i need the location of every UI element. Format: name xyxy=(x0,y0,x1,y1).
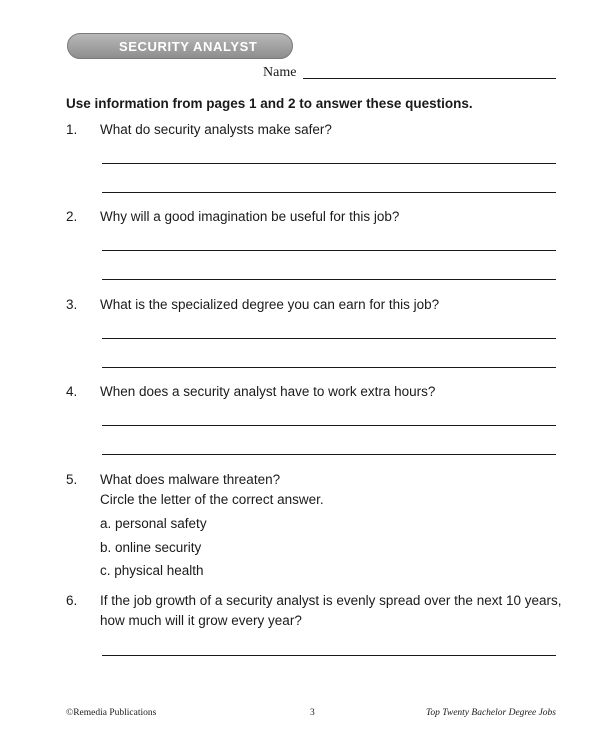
option-a[interactable]: a. personal safety xyxy=(100,516,207,531)
answer-2-line-1[interactable] xyxy=(102,250,556,251)
question-2-text: Why will a good imagination be useful for this job? xyxy=(100,209,400,224)
option-b[interactable]: b. online security xyxy=(100,540,202,555)
answer-6-line-1[interactable] xyxy=(102,655,556,656)
question-4-text: When does a security analyst have to work extra hours? xyxy=(100,384,436,399)
instructions: Use information from pages 1 and 2 to answer these questions. xyxy=(66,96,473,111)
question-6-text-line-2: how much will it grow every year? xyxy=(100,613,302,628)
answer-2-line-2[interactable] xyxy=(102,279,556,280)
footer-publisher: ©Remedia Publications xyxy=(66,708,157,718)
question-4-number: 4. xyxy=(66,384,78,399)
option-c[interactable]: c. physical health xyxy=(100,563,204,578)
answer-1-line-1[interactable] xyxy=(102,163,556,164)
answer-3-line-1[interactable] xyxy=(102,338,556,339)
title-banner xyxy=(67,33,293,59)
question-1-number: 1. xyxy=(66,122,78,137)
name-label: Name xyxy=(263,65,297,80)
footer-book-title: Top Twenty Bachelor Degree Jobs xyxy=(426,708,556,718)
question-1-text: What do security analysts make safer? xyxy=(100,122,332,137)
answer-1-line-2[interactable] xyxy=(102,192,556,193)
question-5-text: What does malware threaten? xyxy=(100,472,281,487)
answer-4-line-1[interactable] xyxy=(102,425,556,426)
page-title: SECURITY ANALYST xyxy=(119,39,258,54)
name-field-line[interactable] xyxy=(303,78,556,79)
question-6-text: If the job growth of a security analyst is evenly spread over the next 10 years, xyxy=(100,593,562,608)
answer-4-line-2[interactable] xyxy=(102,454,556,455)
answer-3-line-2[interactable] xyxy=(102,367,556,368)
footer-page-number: 3 xyxy=(310,708,315,718)
question-5-number: 5. xyxy=(66,472,78,487)
question-5-subtext: Circle the letter of the correct answer. xyxy=(100,492,324,507)
question-6-number: 6. xyxy=(66,593,78,608)
question-3-number: 3. xyxy=(66,297,78,312)
question-3-text: What is the specialized degree you can earn for this job? xyxy=(100,297,440,312)
question-2-number: 2. xyxy=(66,209,78,224)
